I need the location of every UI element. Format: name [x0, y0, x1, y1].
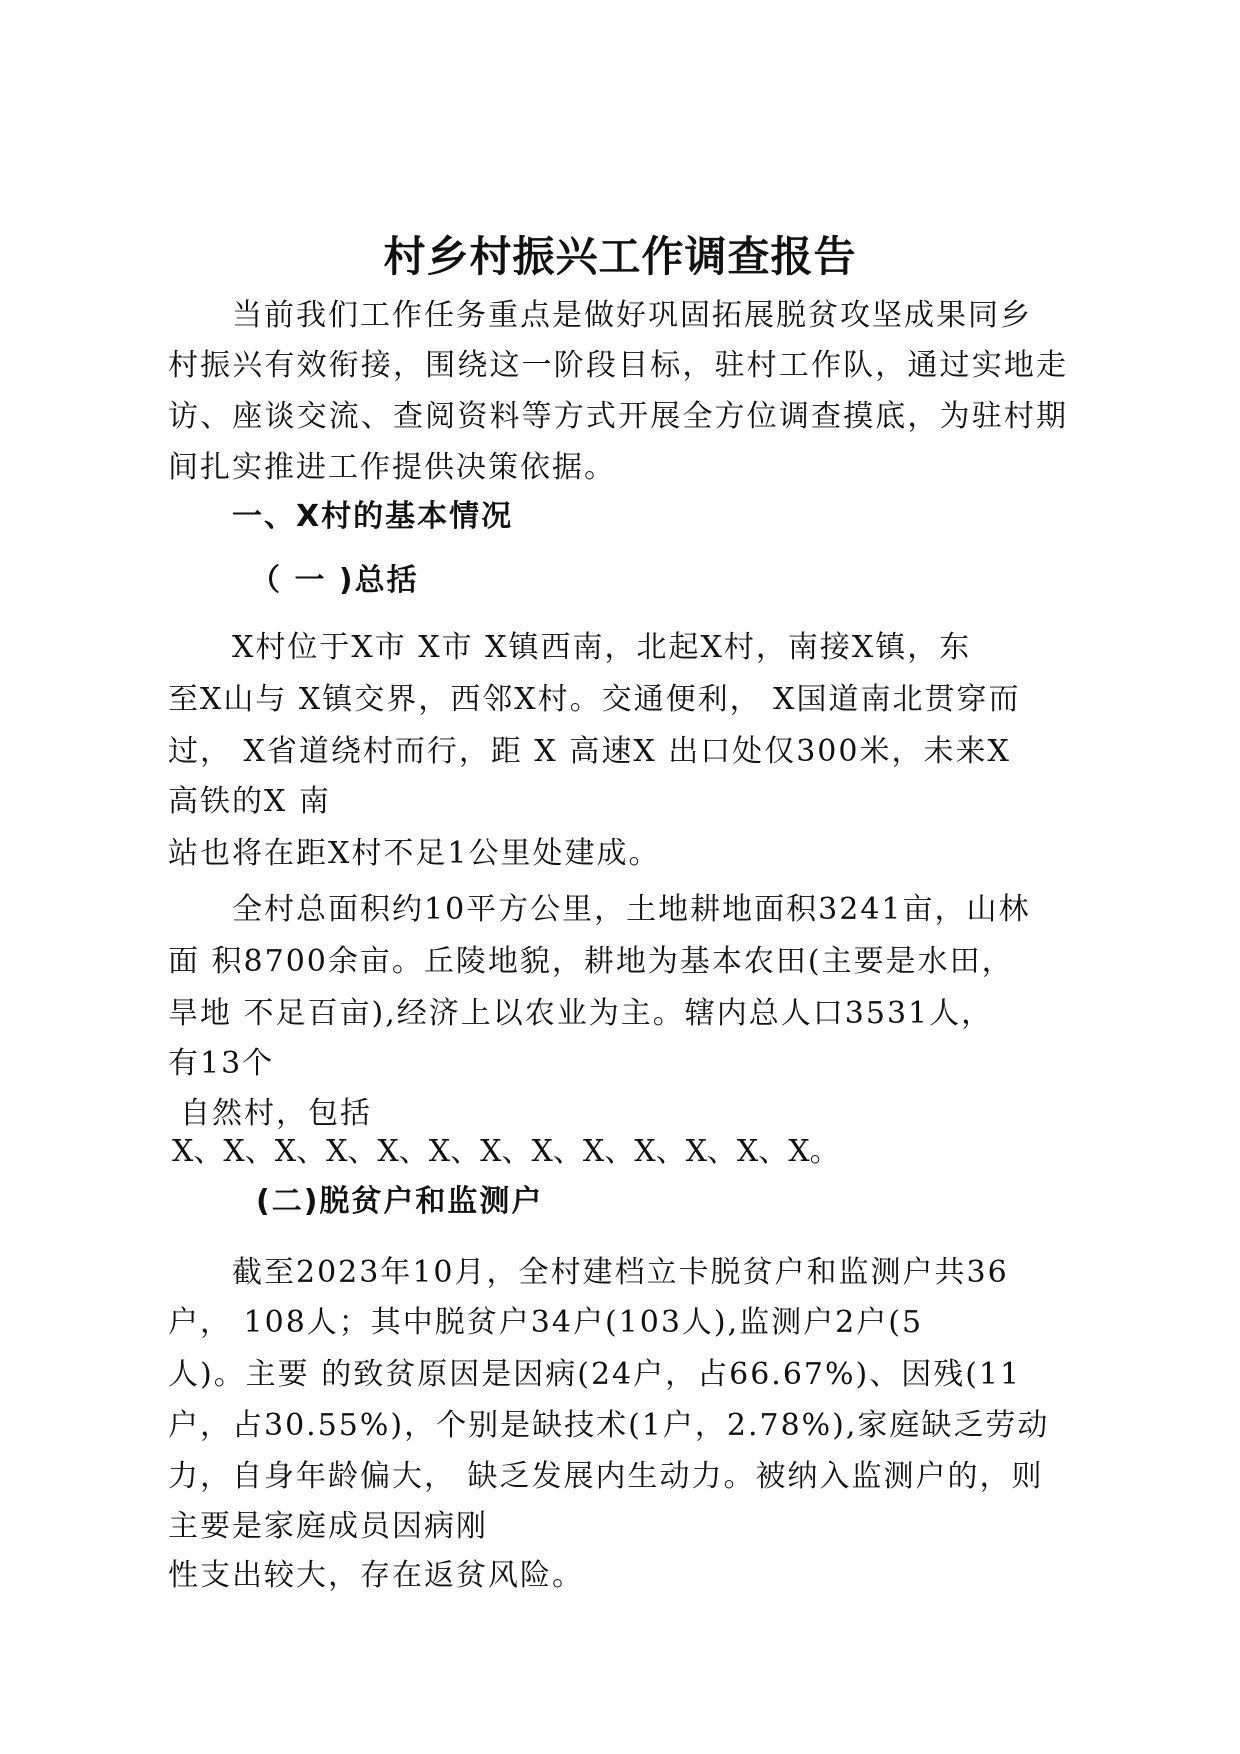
body-line: 过， X省道绕村而行，距 X 高速X 出口处仅300米，未来X [168, 734, 1011, 769]
document-title: 村乡村振兴工作调查报告 [383, 232, 857, 281]
body-line: 至X山与 X镇交界，西邻X村。交通便利， X国道南北贯穿而 [168, 682, 1021, 717]
body-line: 户， 108人；其中脱贫户34户(103人),监测户2户(5 [168, 1305, 924, 1340]
body-line: 截至2023年10月，全村建档立卡脱贫户和监测户共36 [232, 1255, 1009, 1290]
body-line: 性支出较大，存在返贫风险。 [168, 1558, 584, 1593]
body-line: 自然村，包括 [180, 1096, 372, 1131]
body-line: 有13个 [168, 1046, 275, 1081]
body-line: X村位于X市 X市 X镇西南，北起X村，南接X镇，东 [232, 630, 972, 665]
body-line: 力，自身年龄偏大， 缺乏发展内生动力。被纳入监测户的，则 [168, 1459, 1044, 1494]
body-line: X、X、X、X、X、X、X、X、X、X、X、X、X。 [172, 1134, 840, 1169]
subsection-heading: （ 一 )总括 [250, 563, 419, 598]
body-line: 人)。主要 的致贫原因是因病(24户，占66.67%)、因残(11 [168, 1357, 1022, 1392]
body-line: 站也将在距X村不足1公里处建成。 [168, 836, 661, 871]
intro-line: 访、座谈交流、查阅资料等方式开展全方位调查摸底，为驻村期 [168, 399, 1068, 434]
body-line: 主要是家庭成员因病刚 [168, 1509, 488, 1544]
intro-line: 村振兴有效衔接，围绕这一阶段目标，驻村工作队，通过实地走 [168, 348, 1068, 383]
intro-line: 间扎实推进工作提供决策依据。 [168, 450, 616, 485]
body-line: 面 积8700余亩。丘陵地貌，耕地为基本农田(主要是水田， [168, 944, 1014, 979]
subsection-heading: (二)脱贫户和监测户 [256, 1184, 544, 1219]
body-line: 全村总面积约10平方公里，土地耕地面积3241亩，山林 [232, 892, 1031, 927]
body-line: 旱地 不足百亩),经济上以农业为主。辖内总人口3531人， [168, 996, 994, 1031]
intro-line: 当前我们工作任务重点是做好巩固拓展脱贫攻坚成果同乡 [232, 298, 1032, 333]
section-heading: 一、X村的基本情况 [232, 499, 514, 534]
body-line: 户，占30.55%)，个别是缺技术(1户，2.78%),家庭缺乏劳动 [168, 1408, 1050, 1443]
body-line: 高铁的X 南 [168, 784, 331, 819]
